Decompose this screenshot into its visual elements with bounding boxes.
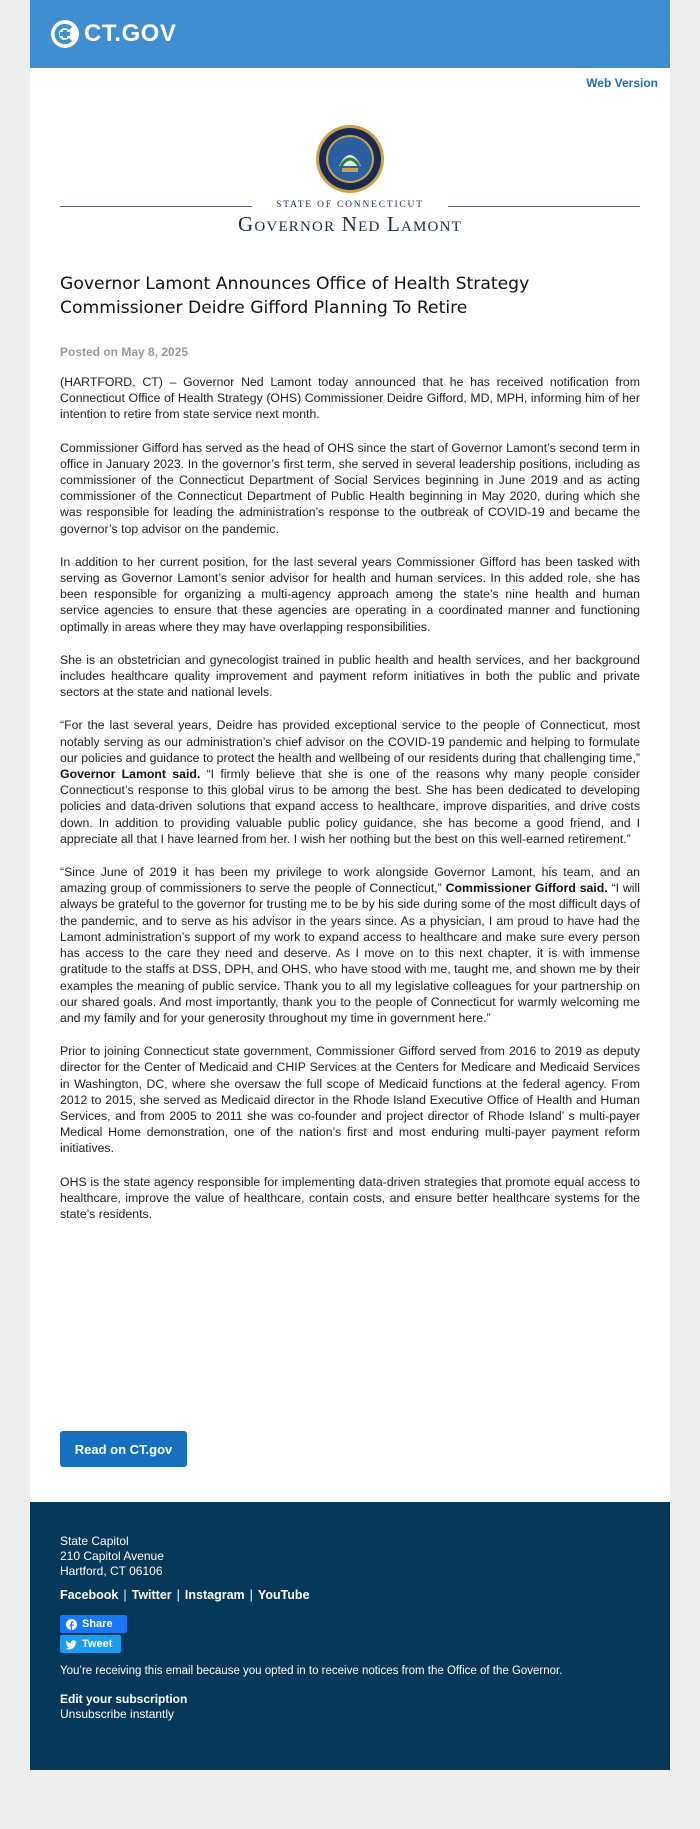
article-body bbox=[60, 374, 640, 1239]
instagram-link[interactable]: Instagram bbox=[184, 1588, 245, 1602]
article-title: Governor Lamont Announces Office of Health Strategy Commissioner Deidre Gifford Planning To Retire bbox=[60, 274, 530, 318]
ct-logo[interactable] bbox=[50, 19, 176, 49]
facebook-share-button[interactable] bbox=[60, 1615, 127, 1633]
quote-text: “I will always be grateful to the governor for trusting me to be by his side during some of the most difficult days of the pandemic, and to serve as his advisor in the years since. As a physician, I am proud to have had the Lamont administration’s support of my work to expand access to healthcare and make sure every person has access to the care they need and deserve. As I move on to this next chapter, it is with immense gratitude to the staffs at DSS, DPH, and OHS, who have stood with me, taught me, and shown me by their examples the meaning of public service. Thank you to all my legislative colleagues for your partnership on our shared goals. And most importantly, thank you to the people of Connecticut for warmly welcoming me and my family and for your generosity throughout my time in government here.” bbox=[60, 881, 641, 1025]
ct-header bbox=[30, 0, 670, 68]
facebook-icon bbox=[66, 1619, 77, 1630]
unsubscribe-link[interactable]: Unsubscribe instantly bbox=[60, 1707, 175, 1721]
governor-name: Governor Ned Lamont bbox=[238, 212, 462, 236]
paragraph: Prior to joining Connecticut state government, Commissioner Gifford served from 2016 to 2019 as deputy director for the Center of Medicaid and CHIP Services at the Centers for Medicare and Medicaid Services in Washington, DC, where she oversaw the full scope of Medicaid functions at the federal agency. From 2012 to 2015, she served as Medicaid director in the Rhode Island Executive Office of Health and Human Services, and from 2005 to 2011 she was co-founder and project director of Rhode Island’ s multi-payer Medical Home demonstration, one of the nation’s first and most enduring multi-payer payment reform initiatives. bbox=[60, 1044, 640, 1156]
email-content bbox=[30, 68, 670, 1502]
twitter-link[interactable]: Twitter bbox=[131, 1588, 172, 1602]
subscription-notice: You’re receiving this email because you opted in to receive notices from the Office of the Governor. bbox=[60, 1665, 563, 1677]
facebook-link[interactable]: Facebook bbox=[60, 1588, 119, 1602]
social-links bbox=[60, 1588, 310, 1602]
separator: | bbox=[123, 1588, 127, 1602]
quote-paragraph bbox=[60, 864, 640, 1026]
paragraph: She is an obstetrician and gynecologist trained in public health and health services, and her background includes healthcare quality improvement and payment reform initiatives in both the public and private sectors at the state and national levels. bbox=[60, 652, 640, 700]
paragraph: OHS is the state agency responsible for implementing data-driven strategies that promote equal access to healthcare, improve the value of healthcare, contain costs, and ensure better healthcare systems for the state’s residents. bbox=[60, 1174, 640, 1221]
read-on-ctgov-button[interactable]: Read on CT.gov bbox=[60, 1431, 187, 1467]
governor-banner bbox=[60, 124, 640, 234]
quote-text: “Since June of 2019 it has been my privilege to work alongside Governor Lamont, his team, and an amazing group of commissioners to serve the people of Connecticut,” bbox=[60, 865, 640, 896]
quote-speaker: Commissioner Gifford said. bbox=[445, 881, 608, 896]
edit-subscription-link[interactable]: Edit your subscription bbox=[60, 1692, 188, 1706]
paragraph: In addition to her current position, for the last several years Commissioner Gifford has been tasked with serving as Governor Lamont’s senior advisor for health and human services. In this added role, she has been responsible for organizing a multi-agency approach among the state’s nine health and human service agencies to ensure that these agencies are operating in a coordinated manner and functioning optimally in areas where they may have overlapping responsibilities. bbox=[60, 554, 640, 634]
email-footer bbox=[30, 1502, 670, 1770]
tweet-label: Tweet bbox=[82, 1638, 113, 1650]
separator: | bbox=[249, 1588, 253, 1602]
ct-logo-icon bbox=[50, 19, 80, 49]
state-seal-icon bbox=[315, 124, 385, 194]
quote-paragraph bbox=[60, 717, 640, 847]
web-version-link[interactable]: Web Version bbox=[586, 76, 658, 90]
separator: | bbox=[176, 1588, 180, 1602]
paragraph: (HARTFORD, CT) – Governor Ned Lamont today announced that he has received notification from Connecticut Office of Health Strategy (OHS) Commissioner Deidre Gifford, MD, MPH, informing him of her intention to retire from state service next month. bbox=[60, 375, 640, 422]
quote-speaker: Governor Lamont said. bbox=[60, 767, 201, 782]
state-label: STATE OF CONNECTICUT bbox=[276, 200, 424, 210]
address-line: Hartford, CT 06106 bbox=[60, 1564, 163, 1578]
twitter-bird-icon bbox=[66, 1639, 77, 1650]
quote-text: “I firmly believe that she is one of the reasons why many people consider Connecticut’s response to this global virus to be among the best. She has been dedicated to developing policies and data-driven solutions that expand access to healthcare, improve disparities, and drive costs down. In addition to providing valuable public policy guidance, she has become a good friend, and I appreciate all that I have learned from her. I wish her nothing but the best on this well-earned retirement.” bbox=[60, 767, 640, 846]
paragraph: Commissioner Gifford has served as the head of OHS since the start of Governor Lamont’s second term in office in January 2023. In the governor’s first term, she served in several leadership positions, including as commissioner of the Connecticut Department of Social Services beginning in June 2019 and as acting commissioner of the Connecticut Department of Public Health beginning in May 2020, during which she was responsible for leading the administration’s response to the outbreak of COVID-19 and became the governor’s top advisor on the pandemic. bbox=[60, 440, 640, 536]
tweet-button[interactable] bbox=[60, 1635, 121, 1653]
share-label: Share bbox=[82, 1618, 113, 1630]
posted-date: Posted on May 8, 2025 bbox=[60, 345, 189, 359]
email-container bbox=[30, 0, 670, 1770]
address-block bbox=[60, 1534, 164, 1579]
ct-logo-text: CT.GOV bbox=[84, 20, 177, 47]
address-line: State Capitol bbox=[60, 1534, 129, 1548]
youtube-link[interactable]: YouTube bbox=[257, 1588, 310, 1602]
quote-text: “For the last several years, Deidre has provided exceptional service to the people of Connecticut, most notably serving as our administration’s chief advisor on the COVID-19 pandemic and helping to formulate our policies and guidance to protect the health and wellbeing of our residents during that challenging time,” bbox=[60, 718, 640, 765]
address-line: 210 Capitol Avenue bbox=[60, 1549, 164, 1563]
